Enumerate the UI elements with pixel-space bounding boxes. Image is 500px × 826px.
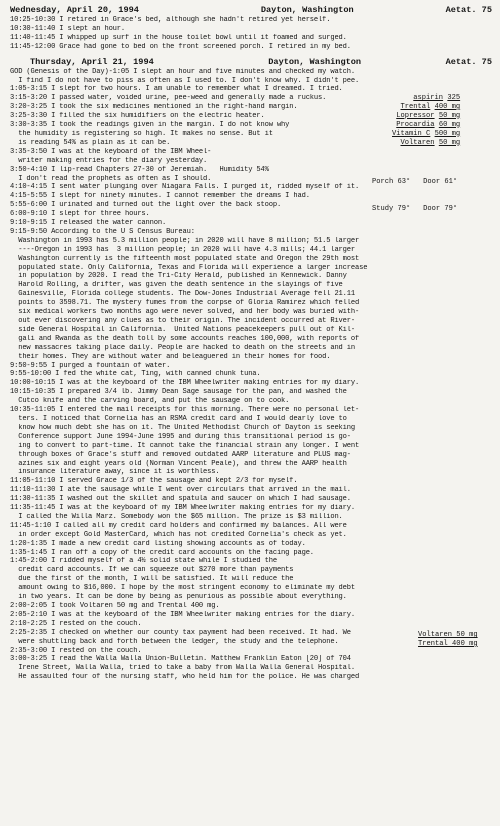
header-place: Dayton, Washington	[260, 5, 354, 15]
entry-line: side General Hospital in California. United Nations peacekeepers pull out of Kil-	[10, 325, 355, 334]
entry-line: 2:05-2:10 I was at the keyboard of the IBM Wheelwriter making entries for the diary.	[10, 610, 355, 619]
entry-line: ing to convert to part-time. It cannot take the financial strain any longer. I went	[10, 441, 360, 450]
entry-line: the humidity is registering so high. It makes no sense. But it	[10, 129, 273, 138]
entry-line: new massacres taking place daily. People are hacked to death on the streets and in	[10, 343, 355, 352]
entry-line: GOD (Genesis of the Day)-1:05 I slept an hour and five minutes and checked my watch.	[10, 67, 355, 76]
medication-item: Procardia 60 mg	[396, 120, 461, 129]
entry-line: 11:45-1:10 I called all my credit card holders and confirmed my balances. All were	[10, 521, 347, 530]
entry-line: 10:15-10:35 I prepared 3/4 lb. Jimmy Dean Sage sausage for the pan, and washed the	[10, 388, 347, 397]
entry-line: in order except Gold MasterCard, which has not credited Cornelia's check as yet.	[10, 530, 347, 539]
entry-line: 3:15-3:20 I passed water, voided urine, pee-weed and generally made a ruckus.	[10, 94, 327, 103]
entry-line: 1:35-1:45 I ran off a copy of the credit card accounts on the facing page.	[10, 548, 314, 557]
temperature-readings	[372, 160, 457, 231]
entry-line: I called the Willa Marz. Somebody won the $65 million. The prize is $3 million.	[10, 512, 343, 521]
entry-line: 1:05-3:15 I slept for two hours. I am unable to remember what I dreamed. I tried.	[10, 85, 343, 94]
medication-item: aspirin 325	[413, 94, 461, 102]
entry-line: 3:00-3:25 I read the Walla Walla Union-Bulletin. Matthew Franklin Eaton [20] of 704	[10, 655, 351, 664]
entry-line: amount owing to $16,000. I hope by the most stringent economy to eliminate my debt	[10, 584, 355, 593]
entry-line: 11:05-11:10 I served Grace 1/3 of the sausage and kept 2/3 for myself.	[10, 477, 298, 486]
entry-line: 3:20-3:25 I took the six medicines mentioned in the right-hand margin.	[10, 103, 298, 112]
entry-line: Irene Street, Walla Walla, tried to take a baby from Walla Walla General Hospital.	[10, 664, 355, 673]
entry-line: 3:35-3:50 I was at the keyboard of the IBM Wheel-	[10, 147, 212, 156]
entry-line: 6:00-9:10 I slept for three hours.	[10, 210, 150, 219]
entry-line: 1:45-2:00 I ridded myself of a 4½ solid state while I studied the	[10, 557, 277, 566]
entry-line: credit card accounts. If we can squeeze out $270 more than payments	[10, 566, 294, 575]
entry-line: is reading 54% as plain as it can be.	[10, 138, 171, 147]
entry-line: out ever discovering any clues as to their origin. The incident occurred at River-	[10, 317, 355, 325]
entry-line: 11:35-11:45 I was at the keyboard of my IBM Wheelwriter making entries for my diary.	[10, 504, 355, 513]
entry-line: points to 3598.71. The mystery fumes from the corpse of Gloria Ramirez which felled	[10, 299, 360, 308]
voltaren-dose: Voltaren 50 mg	[418, 631, 478, 639]
entry-line: I find I do not have to piss as often as I used to. I don't know why. I didn't pee.	[10, 76, 360, 85]
entry-line: Washington currently is the fifteenth most populated state and Oregon the 29th most	[10, 254, 360, 263]
entry-line: I don't read the prophets as often as I should.	[10, 174, 212, 183]
entry-line: He assaulted four of the nursing staff, who held him for the police. He was charged	[10, 673, 360, 682]
header-wednesday	[10, 4, 492, 16]
entry-line: writer making entries for the diary yesterday.	[10, 156, 208, 165]
entry-line: 4:15-5:55 I slept for ninety minutes. I cannot remember the dreams I had.	[10, 192, 310, 201]
entry-line: their homes. They are without water and beleaguered in their homes for food.	[10, 352, 331, 361]
entry-line: 3:25-3:30 I filled the six humidifiers on the electric heater.	[10, 112, 265, 121]
afternoon-medications	[418, 631, 478, 649]
trental-dose: Trental 400 mg	[418, 639, 478, 648]
wednesday-entries	[10, 16, 492, 52]
header-date: Wednesday, April 20, 1994	[10, 5, 139, 15]
entry-line: 2:10-2:25 I rested on the couch.	[10, 619, 142, 628]
entry-line: 11:10-11:30 I ate the sausage while I went over circulars that arrived in the mail.	[10, 486, 351, 495]
entry-line: through boxes of Grace's stuff and removed outdated AARP literature and PLUS mag-	[10, 450, 351, 459]
entry-line: Conference support June 1994-June 1995 and during this transitional period is go-	[10, 432, 351, 441]
medication-item: Lopressor 50 mg	[396, 111, 461, 120]
entry-line: 9:55-10:00 I fed the white cat, Ting, with canned chunk tuna.	[10, 370, 261, 379]
entry-line: 10:00-10:15 I was at the keyboard of the IBM Wheelwriter making entries for my diary.	[10, 379, 360, 388]
entry-line: azines six and eight years old (Norman Vincent Peale), and threw the AARP health	[10, 459, 347, 468]
study-reading: Study 79° Door 79°	[372, 204, 458, 213]
porch-reading: Porch 63° Door 61°	[372, 177, 458, 186]
entry-line: Gainesville, Florida college students. The Dow-Jones Industrial Average fell 21.11	[10, 290, 355, 299]
medication-item: Trental 400 mg	[400, 102, 461, 111]
entry-line: 2:25-2:35 I checked on whether our county tax payment had been received. It had. We	[10, 628, 351, 637]
entry-line: 5:55-6:00 I urinated and turned out the light over the back stoop.	[10, 201, 282, 210]
entry-line: in two years. It can be done by being as penurious as possible about everything.	[10, 593, 347, 602]
entry-line: 9:10-9:15 I released the water cannon.	[10, 219, 167, 228]
entry-line: gali and Rwanda as the death toll by some accounts reaches 100,000, with reports of	[10, 334, 360, 343]
entry-line: insurance literature away, since it is worthless.	[10, 468, 220, 477]
entry-line: 11:40-11:45 I whipped up surf in the house toilet bowl until it foamed and surged.	[10, 33, 347, 42]
entry-line: Washington in 1993 has 5.3 million people; in 2020 will have 8 million; 51.5 larger	[10, 236, 360, 245]
entry-line: 2:00-2:05 I took Voltaren 50 mg and Trental 400 mg.	[10, 602, 220, 610]
medication-list	[392, 94, 460, 147]
header-date: Thursday, April 21, 1994	[30, 56, 154, 67]
entry-line: 11:45-12:00 Grace had gone to bed on the front screened porch. I retired in my bed.	[10, 42, 351, 51]
entry-line: 10:30-11:40 I slept an hour.	[10, 24, 125, 33]
entry-line: 2:35-3:00 I rested on the couch.	[10, 646, 142, 655]
entry-line: 1:20-1:35 I made a new credit card listing showing accounts as of today.	[10, 539, 306, 548]
entry-line: were shuttling back and forth between the ledger, the study and the telephone.	[10, 637, 339, 646]
entry-line: 4:10-4:15 I sent water plunging over Niagara Falls. I purged it, ridded myself of it.	[10, 183, 360, 192]
entry-line: six medical workers two months ago were never solved, and her body was buried with-	[10, 308, 360, 317]
entry-line: 10:35-11:05 I entered the mail receipts for this morning. There were no personal let-	[10, 406, 360, 415]
entry-line: 10:25-10:30 I retired in Grace's bed, although she hadn't retired yet herself.	[10, 16, 331, 24]
entry-line: in population by 2020. I read the Tri-City Herald, published in Kennewick. Danny	[10, 272, 347, 281]
header-age: Aetat. 75	[445, 56, 492, 67]
medication-item: Voltaren 50 mg	[400, 138, 461, 147]
entry-line: due the first of the month, I will be satisfied. It will reduce the	[10, 575, 294, 584]
entry-line: 11:30-11:35 I washed out the skillet and spatula and saucer on which I had sausage.	[10, 495, 351, 504]
entry-line: 3:50-4:10 I lip-read Chapters 27-30 of Jeremiah. Humidity 54%	[10, 165, 269, 174]
header-age: Aetat. 75	[445, 5, 492, 15]
entry-line: know how much debt she has on it. The United Methodist Church of Dayton is seeking	[10, 423, 355, 432]
header-thursday	[30, 56, 492, 68]
entry-line: 3:30-3:35 I took the readings given in the margin. I do not know why	[10, 121, 290, 130]
header-place: Dayton, Washington	[268, 56, 362, 67]
entry-line: ----Oregon in 1993 has 3 million people; in 2020 will have 4.3 mills; 44.1 larger	[10, 245, 355, 254]
entry-line: populated state. Only California, Texas and Florida will experience a larger increase	[10, 263, 368, 272]
medication-item: Vitamin C 500 mg	[392, 129, 461, 138]
entry-line: Harold Rolling, a drifter, was given the death sentence in the slayings of five	[10, 281, 343, 290]
entry-line: Cutco knife and the carving board, and put the sausage on to cook.	[10, 397, 290, 406]
entry-line: 9:15-9:50 According to the U S Census Bureau:	[10, 227, 195, 236]
entry-line: ters. I noticed that Cornelia has an RSMA credit card and I would dearly love to	[10, 414, 347, 423]
entry-line: 9:50-9:55 I purged a fountain of water.	[10, 361, 171, 370]
